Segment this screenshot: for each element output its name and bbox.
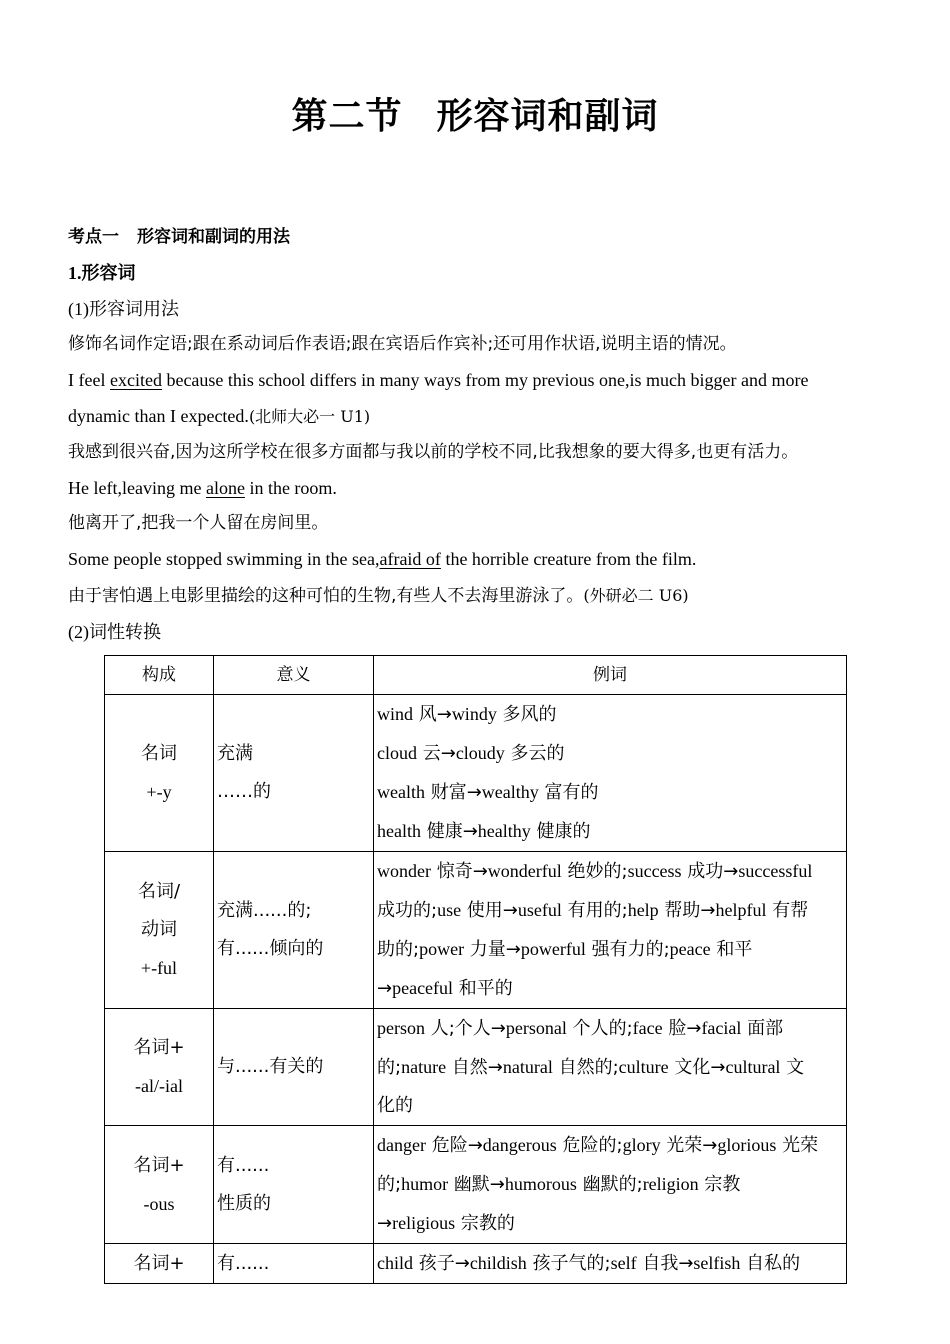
example-line: wind 风→windy 多风的 [377, 704, 557, 725]
table-body [105, 656, 847, 1284]
cell-examples [374, 1009, 847, 1126]
cell-form [105, 1126, 214, 1244]
subheading-adjective: 1.形容词 [68, 262, 136, 283]
example-line: danger 危险→dangerous 危险的;glory 光荣→glorious 光荣 [377, 1135, 819, 1156]
table-row [105, 1244, 847, 1284]
example-1-line-1: I feel excited because this school differs in many ways from my previous one,is much bigger and more [68, 370, 809, 391]
cell-meaning [214, 1126, 374, 1244]
example-line: →peaceful 和平的 [377, 978, 513, 999]
title-section-number: 第二节 [291, 95, 403, 137]
cell-line: 名词 [141, 743, 177, 764]
document-body [68, 220, 888, 651]
cell-examples [374, 852, 847, 1009]
cell-form [105, 695, 214, 852]
section-heading: 考点一 形容词和副词的用法 [68, 227, 290, 247]
example-line: 成功的;use 使用→useful 有用的;help 帮助→helpful 有帮 [377, 900, 809, 921]
cell-line: 有...... [217, 1252, 270, 1274]
cell-meaning [214, 695, 374, 852]
example-line: health 健康→healthy 健康的 [377, 821, 591, 842]
example-line: wonder 惊奇→wonderful 绝妙的;success 成功→successful [377, 861, 813, 882]
example-line: 助的;power 力量→powerful 强有力的;peace 和平 [377, 939, 753, 960]
cell-line: -ous [143, 1193, 175, 1214]
cell-line: +-y [146, 782, 172, 802]
cell-line: 充满 [217, 743, 253, 764]
cell-line: 名词+ [133, 1037, 185, 1058]
cell-line: 有...... [217, 1154, 270, 1176]
column-header: 构成 [105, 656, 214, 695]
page-title [0, 88, 950, 139]
cell-examples [374, 1244, 847, 1284]
cell-examples [374, 1126, 847, 1244]
example-1-translation: 我感到很兴奋,因为这所学校在很多方面都与我以前的学校不同,比我想象的要大得多,也更有活力。 [68, 441, 799, 462]
subheading-conversion: (2)词性转换 [68, 621, 161, 642]
cell-line: 充满......的; [217, 900, 312, 921]
cell-line: ……的 [217, 781, 271, 802]
table-row [105, 852, 847, 1009]
subheading-usage: (1)形容词用法 [68, 298, 179, 319]
example-line: →religious 宗教的 [377, 1213, 515, 1234]
example-line: cloud 云→cloudy 多云的 [377, 743, 565, 764]
example-line: 的;nature 自然→natural 自然的;culture 文化→cultural 文 [377, 1057, 805, 1078]
example-line: 的;humor 幽默→humorous 幽默的;religion 宗教 [377, 1174, 741, 1195]
title-topic: 形容词和副词 [436, 95, 659, 137]
source-note: (北师大必一 U1) [248, 406, 371, 426]
example-2: He left,leaving me alone in the room. [68, 477, 337, 498]
underlined-word: afraid of [379, 549, 441, 570]
example-line: child 孩子→childish 孩子气的;self 自我→selfish 自私的 [377, 1253, 801, 1274]
cell-line: 动词 [141, 919, 177, 940]
cell-line: 与......有关的 [217, 1056, 324, 1077]
example-line: wealth 财富→wealthy 富有的 [377, 782, 599, 803]
cell-line: 名词+ [133, 1154, 185, 1176]
column-header: 意义 [214, 656, 374, 695]
cell-line: -al/-ial [135, 1076, 183, 1096]
word-formation-table [104, 655, 847, 1284]
source-note: (外研必二 U6) [583, 585, 689, 605]
cell-line: 性质的 [217, 1192, 271, 1214]
cell-line: 名词/ [137, 881, 181, 902]
cell-meaning [214, 1009, 374, 1126]
cell-line: 名词+ [133, 1252, 185, 1274]
table-row [105, 1009, 847, 1126]
table-row [105, 695, 847, 852]
example-line: person 人;个人→personal 个人的;face 脸→facial 面部 [377, 1018, 784, 1039]
example-3: Some people stopped swimming in the sea,afraid of the horrible creature from the film. [68, 549, 697, 570]
table-header-row [105, 656, 847, 695]
cell-meaning [214, 852, 374, 1009]
cell-form [105, 1244, 214, 1284]
table-row [105, 1126, 847, 1244]
example-1-line-2: dynamic than I expected.(北师大必一 U1) [68, 405, 371, 426]
example-2-translation: 他离开了,把我一个人留在房间里。 [68, 513, 329, 534]
cell-line: +-ful [140, 958, 178, 978]
column-header: 例词 [374, 656, 847, 695]
example-3-translation: 由于害怕遇上电影里描绘的这种可怕的生物,有些人不去海里游泳了。(外研必二 U6) [68, 585, 689, 606]
cell-form [105, 1009, 214, 1126]
cell-meaning [214, 1244, 374, 1284]
example-line: 化的 [377, 1095, 413, 1116]
underlined-word: excited [109, 370, 162, 391]
underlined-word: alone [205, 477, 245, 498]
cell-examples [374, 695, 847, 852]
cell-form [105, 852, 214, 1009]
usage-text: 修饰名词作定语;跟在系动词后作表语;跟在宾语后作宾补;还可用作状语,说明主语的情况。 [68, 334, 737, 355]
cell-line: 有......倾向的 [217, 938, 324, 959]
